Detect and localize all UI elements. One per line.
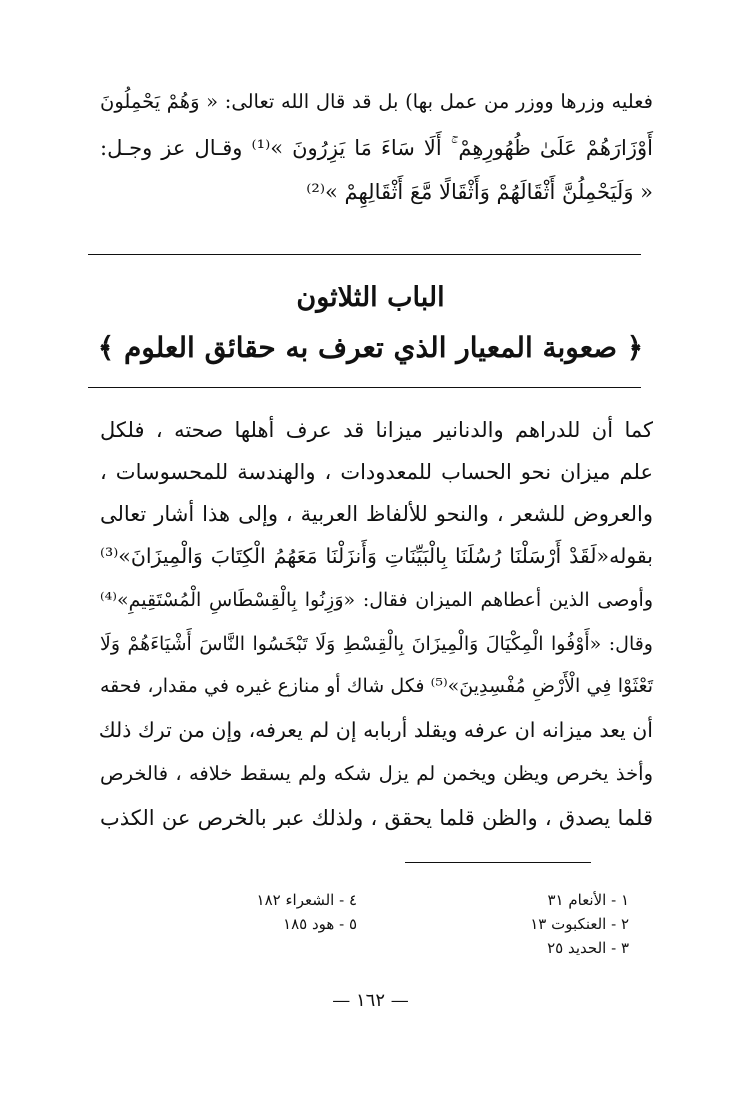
body-text-line: تَعْثَوْا فِي الْأَرْضِ مُفْسِدِينَ»⁽⁵⁾ فكل شاك أو منازع غيره في مقدار، فحقه [100,675,653,697]
top-text-line: أَوْزَارَهُمْ عَلَىٰ ظُهُورِهِمْ ۚ أَلَا سَاءَ مَا يَزِرُونَ »⁽¹⁾ وقـال عز وجـل: [100,136,653,160]
top-text-line: « وَلَيَحْمِلُنَّ أَثْقَالَهُمْ وَأَثْقَالًا مَّعَ أَثْقَالِهِمْ »⁽²⁾ [306,180,653,204]
body-text-line: والعروض للشعر ، والنحو للألفاظ العربية ، وإلى هذا أشار تعالى [100,502,653,526]
body-text-line: وقال: «أَوْفُوا الْمِكْيَالَ وَالْمِيزَانَ بِالْقِسْطِ وَلَا تَبْخَسُوا النَّاسَ أَشْيَاءَهُمْ وَلَا [100,633,653,655]
body-text-line: قلما يصدق ، والظن قلما يحقق ، ولذلك عبر بالخرص عن الكذب [100,806,653,830]
footnote: ٤ - الشعراء ١٨٢ [256,891,357,909]
footnote-divider [405,862,591,863]
footnote: ٥ - هود ١٨٥ [283,915,357,933]
footnote: ١ - الأنعام ٣١ [547,891,629,909]
body-text-line: كما أن للدراهم والدنانير ميزانا قد عرف أهلها صحته ، فلكل [100,418,653,442]
body-text-line: أن يعد ميزانه ان عرفه ويقلد أربابه إن لم يعرفه، وإن من ترك ذلك [98,718,653,742]
top-text-line: فعليه وزرها ووزر من عمل بها) بل قد قال الله تعالى: « وَهُمْ يَحْمِلُونَ [100,90,653,113]
body-text-line: وأخذ يخرص ويظن ويخمن لم يزل شكه ولم يسقط خلافه ، فالخرص [100,762,653,785]
body-text-line: بقوله«لَقَدْ أَرْسَلْنَا رُسُلَنَا بِالْبَيِّنَاتِ وَأَنزَلْنَا مَعَهُمُ الْكِتَابَ وَالْمِيزَانَ»⁽³⁾ [100,544,653,568]
section-divider-top [88,254,641,255]
footnote: ٣ - الحديد ٢٥ [547,939,629,957]
chapter-number: الباب الثلاثون [296,282,445,313]
footnote: ٢ - العنكبوت ١٣ [530,915,629,933]
body-text-line: علم ميزان نحو الحساب للمعدودات ، والهندسة للمحسوسات ، [100,460,653,484]
section-divider-bottom [88,387,641,388]
chapter-title: ﴿ صعوبة المعيار الذي تعرف به حقائق العلوم ﴾ [97,331,644,364]
body-text-line: وأوصى الذين أعطاهم الميزان فقال: «وَزِنُوا بِالْقِسْطَاسِ الْمُسْتَقِيمِ»⁽⁴⁾ [100,589,653,611]
page-number: — ١٦٢ — [332,990,409,1011]
